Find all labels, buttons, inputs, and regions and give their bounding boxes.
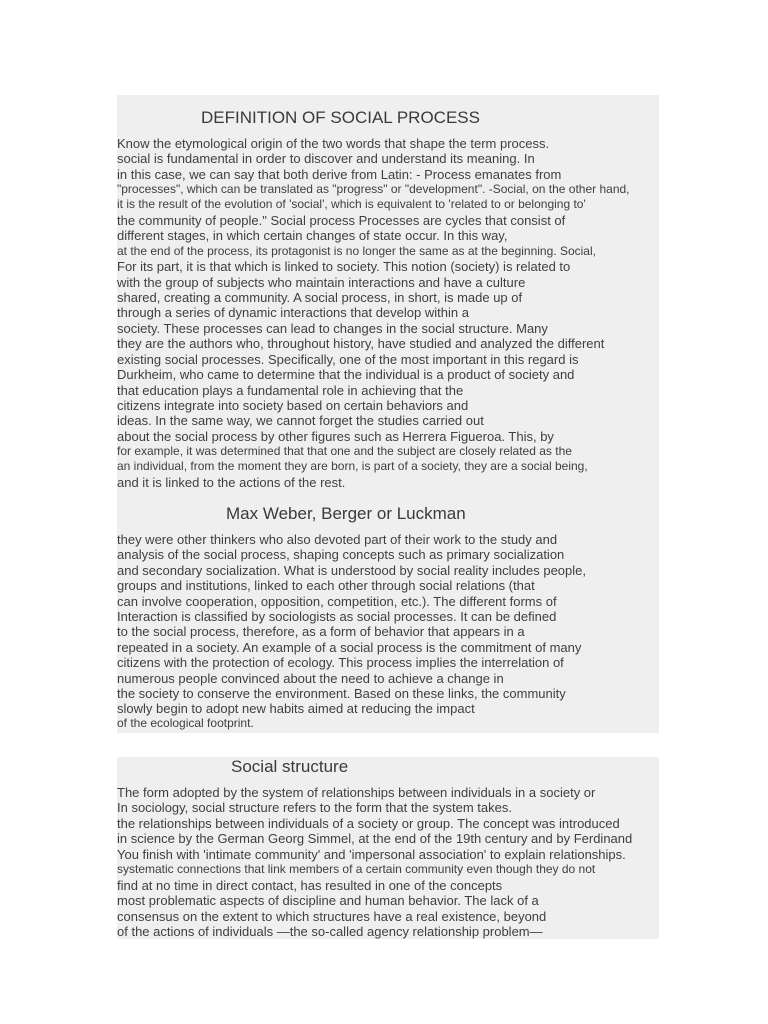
text-block-2 bbox=[117, 757, 659, 939]
paragraph-line: In sociology, social structure refers to the form that the system takes. bbox=[117, 800, 512, 815]
paragraph-line: at the end of the process, its protagonist is no longer the same as at the beginning. Social, bbox=[117, 244, 596, 258]
paragraph-line: For its part, it is that which is linked to society. This notion (society) is related to bbox=[117, 259, 571, 274]
paragraph-line: of the actions of individuals —the so-called agency relationship problem— bbox=[117, 924, 543, 939]
paragraph-line: "processes", which can be translated as "progress" or "development". -Social, on the other hand, bbox=[117, 182, 630, 196]
paragraph-line: find at no time in direct contact, has resulted in one of the concepts bbox=[117, 878, 503, 893]
paragraph-line: with the group of subjects who maintain interactions and have a culture bbox=[117, 275, 526, 290]
paragraph-line: in this case, we can say that both derive from Latin: - Process emanates from bbox=[117, 167, 562, 182]
section-title-structure: Social structure bbox=[231, 757, 349, 776]
paragraph-line: that education plays a fundamental role in achieving that the bbox=[117, 383, 464, 398]
paragraph-line: for example, it was determined that that one and the subject are closely related as the bbox=[117, 444, 572, 458]
section-title-weber: Max Weber, Berger or Luckman bbox=[226, 504, 466, 523]
paragraph-line: shared, creating a community. A social process, in short, is made up of bbox=[117, 290, 523, 305]
paragraph-line: the society to conserve the environment. Based on these links, the community bbox=[117, 686, 566, 701]
paragraph-line: and it is linked to the actions of the rest. bbox=[117, 475, 346, 490]
paragraph-line: they are the authors who, throughout history, have studied and analyzed the different bbox=[117, 336, 605, 351]
paragraph-line: citizens with the protection of ecology. This process implies the interrelation of bbox=[117, 655, 564, 670]
paragraph-line: numerous people convinced about the need to achieve a change in bbox=[117, 671, 504, 686]
paragraph-line: consensus on the extent to which structures have a real existence, beyond bbox=[117, 909, 547, 924]
paragraph-line: an individual, from the moment they are born, is part of a society, they are a social being, bbox=[117, 459, 588, 473]
paragraph-line: they were other thinkers who also devoted part of their work to the study and bbox=[117, 532, 558, 547]
paragraph-line: slowly begin to adopt new habits aimed at reducing the impact bbox=[117, 701, 475, 716]
section-title-definition: DEFINITION OF SOCIAL PROCESS bbox=[201, 108, 480, 127]
paragraph-line: can involve cooperation, opposition, competition, etc.). The different forms of bbox=[117, 594, 557, 609]
paragraph-line: it is the result of the evolution of 'social', which is equivalent to 'related to or belonging to' bbox=[117, 197, 586, 211]
paragraph-line: and secondary socialization. What is understood by social reality includes people, bbox=[117, 563, 586, 578]
paragraph-line: to the social process, therefore, as a form of behavior that appears in a bbox=[117, 624, 525, 639]
paragraph-line: the relationships between individuals of a society or group. The concept was introduced bbox=[117, 816, 620, 831]
paragraph-line: You finish with 'intimate community' and 'impersonal association' to explain relationships. bbox=[117, 847, 626, 862]
paragraph-line: the community of people." Social process Processes are cycles that consist of bbox=[117, 213, 566, 228]
paragraph-line: society. These processes can lead to changes in the social structure. Many bbox=[117, 321, 548, 336]
paragraph-line: groups and institutions, linked to each other through social relations (that bbox=[117, 578, 535, 593]
paragraph-line: analysis of the social process, shaping concepts such as primary socialization bbox=[117, 547, 565, 562]
paragraph-line: repeated in a society. An example of a social process is the commitment of many bbox=[117, 640, 582, 655]
text-block-1 bbox=[117, 95, 659, 733]
paragraph-line: existing social processes. Specifically, one of the most important in this regard is bbox=[117, 352, 579, 367]
paragraph-line: The form adopted by the system of relationships between individuals in a society or bbox=[117, 785, 596, 800]
paragraph-line: in science by the German Georg Simmel, at the end of the 19th century and by Ferdinand bbox=[117, 831, 633, 846]
paragraph-line: Interaction is classified by sociologists as social processes. It can be defined bbox=[117, 609, 557, 624]
paragraph-line: different stages, in which certain changes of state occur. In this way, bbox=[117, 228, 508, 243]
paragraph-line: social is fundamental in order to discover and understand its meaning. In bbox=[117, 151, 535, 166]
paragraph-line: Know the etymological origin of the two words that shape the term process. bbox=[117, 136, 550, 151]
paragraph-line: most problematic aspects of discipline and human behavior. The lack of a bbox=[117, 893, 539, 908]
paragraph-line: about the social process by other figures such as Herrera Figueroa. This, by bbox=[117, 429, 554, 444]
paragraph-line: Durkheim, who came to determine that the individual is a product of society and bbox=[117, 367, 575, 382]
paragraph-line: ideas. In the same way, we cannot forget the studies carried out bbox=[117, 413, 484, 428]
paragraph-line: systematic connections that link members of a certain community even though they do not bbox=[117, 862, 596, 876]
paragraph-line: through a series of dynamic interactions that develop within a bbox=[117, 305, 469, 320]
paragraph-line: citizens integrate into society based on certain behaviors and bbox=[117, 398, 469, 413]
paragraph-line: of the ecological footprint. bbox=[117, 716, 254, 730]
